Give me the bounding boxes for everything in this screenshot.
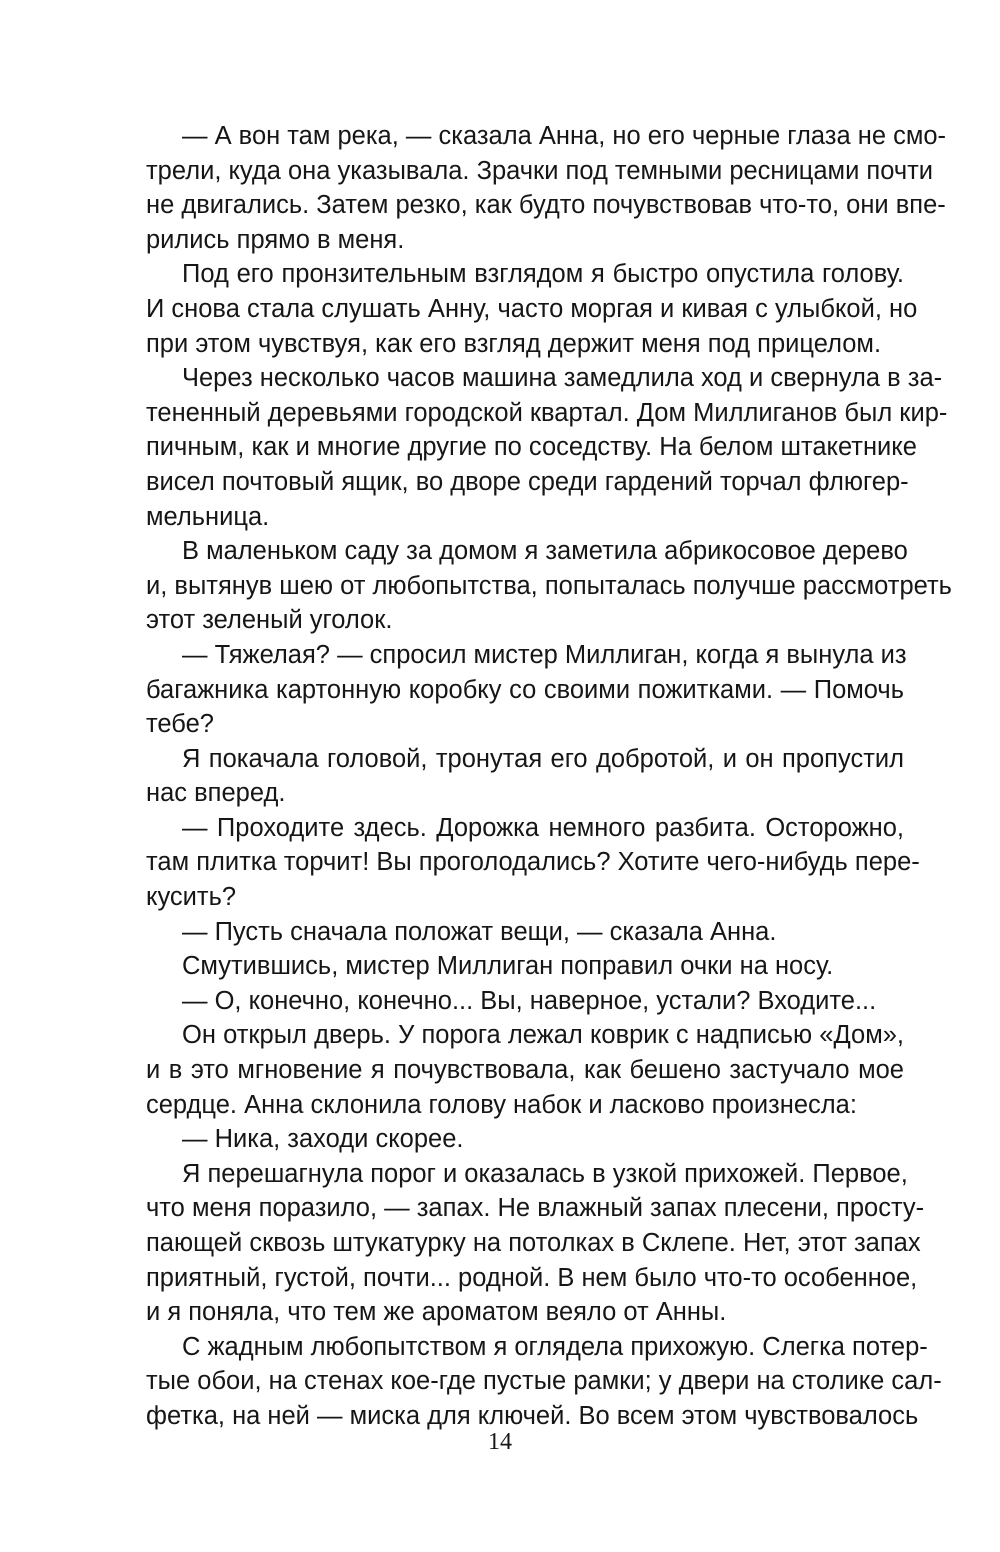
- text-line: В маленьком саду за домом я заметила абрикосовое дерево: [182, 537, 908, 566]
- text-line: при этом чувствуя, как его взгляд держит меня под прицелом.: [146, 329, 882, 358]
- text-line: пающей сквозь штукатурку на потолках в Склепе. Нет, этот запах: [146, 1229, 921, 1257]
- text-line: фетка, на ней — миска для ключей. Во всем этом чувствовалось: [146, 1401, 919, 1430]
- text-line: — А вон там река, — сказала Анна, но его черные глаза не смо-: [182, 122, 947, 150]
- text-line: что меня поразило, — запах. Не влажный запах плесени, просту-: [146, 1194, 925, 1223]
- text-line: не двигались. Затем резко, как будто почувствовав что-то, они впе-: [146, 191, 946, 220]
- text-line: этот зеленый уголок.: [146, 606, 393, 635]
- text-line: Он открыл дверь. У порога лежал коврик с надписью «Дом»,: [182, 1021, 904, 1050]
- text-line: нас вперед.: [146, 779, 286, 808]
- text-line: кусить?: [146, 883, 237, 912]
- text-line: сердце. Анна склонила голову набок и ласково произнесла:: [146, 1090, 857, 1119]
- text-line: там плитка торчит! Вы проголодались? Хотите чего-нибудь пере-: [146, 848, 920, 877]
- body-text: [146, 119, 952, 1434]
- text-line: и я поняла, что тем же ароматом веяло от Анны.: [146, 1298, 727, 1327]
- text-line: И снова стала слушать Анну, часто моргая и кивая с улыбкой, но: [146, 294, 918, 323]
- text-line: — Проходите здесь. Дорожка немного разбита. Осторожно,: [182, 813, 904, 842]
- text-line: мельница.: [146, 502, 270, 531]
- text-line: пичным, как и многие другие по соседству. На белом штакетнике: [146, 433, 917, 462]
- text-line: трели, куда она указывала. Зрачки под темными ресницами почти: [146, 156, 934, 185]
- text-line: приятный, густой, почти... родной. В нем было что-то особенное,: [146, 1263, 918, 1292]
- text-line: — Тяжелая? — спросил мистер Миллиган, когда я вынула из: [182, 640, 907, 669]
- text-line: и в это мгновение я почувствовала, как бешено застучало мое: [146, 1056, 904, 1085]
- text-line: С жадным любопытством я оглядела прихожую. Слегка потер-: [182, 1332, 928, 1361]
- text-line: тененный деревьями городской квартал. Дом Миллиганов был кир-: [146, 398, 948, 427]
- text-line: Я покачала головой, тронутая его добротой, и он пропустил: [182, 744, 904, 773]
- text-line: — Пусть сначала положат вещи, — сказала Анна.: [182, 917, 777, 946]
- text-line: висел почтовый ящик, во дворе среди гардений торчал флюгер-: [146, 467, 909, 496]
- page-number: 14: [488, 1429, 512, 1455]
- text-line: тые обои, на стенах кое-где пустые рамки; у двери на столике сал-: [146, 1367, 942, 1396]
- text-line: Через несколько часов машина замедлила ход и свернула в за-: [182, 364, 943, 393]
- text-line: Смутившись, мистер Миллиган поправил очки на носу.: [182, 952, 834, 981]
- text-line: и, вытянув шею от любопытства, попыталась получше рассмотреть: [146, 571, 952, 600]
- text-line: Я перешагнула порог и оказалась в узкой прихожей. Первое,: [182, 1159, 908, 1188]
- text-line: — Ника, заходи скорее.: [182, 1125, 464, 1154]
- text-line: Под его пронзительным взглядом я быстро опустила голову.: [182, 260, 904, 289]
- text-line: — О, конечно, конечно... Вы, наверное, устали? Входите...: [182, 986, 877, 1015]
- text-line: рились прямо в меня.: [146, 225, 405, 254]
- text-line: тебе?: [146, 710, 214, 739]
- text-line: багажника картонную коробку со своими пожитками. — Помочь: [146, 675, 904, 704]
